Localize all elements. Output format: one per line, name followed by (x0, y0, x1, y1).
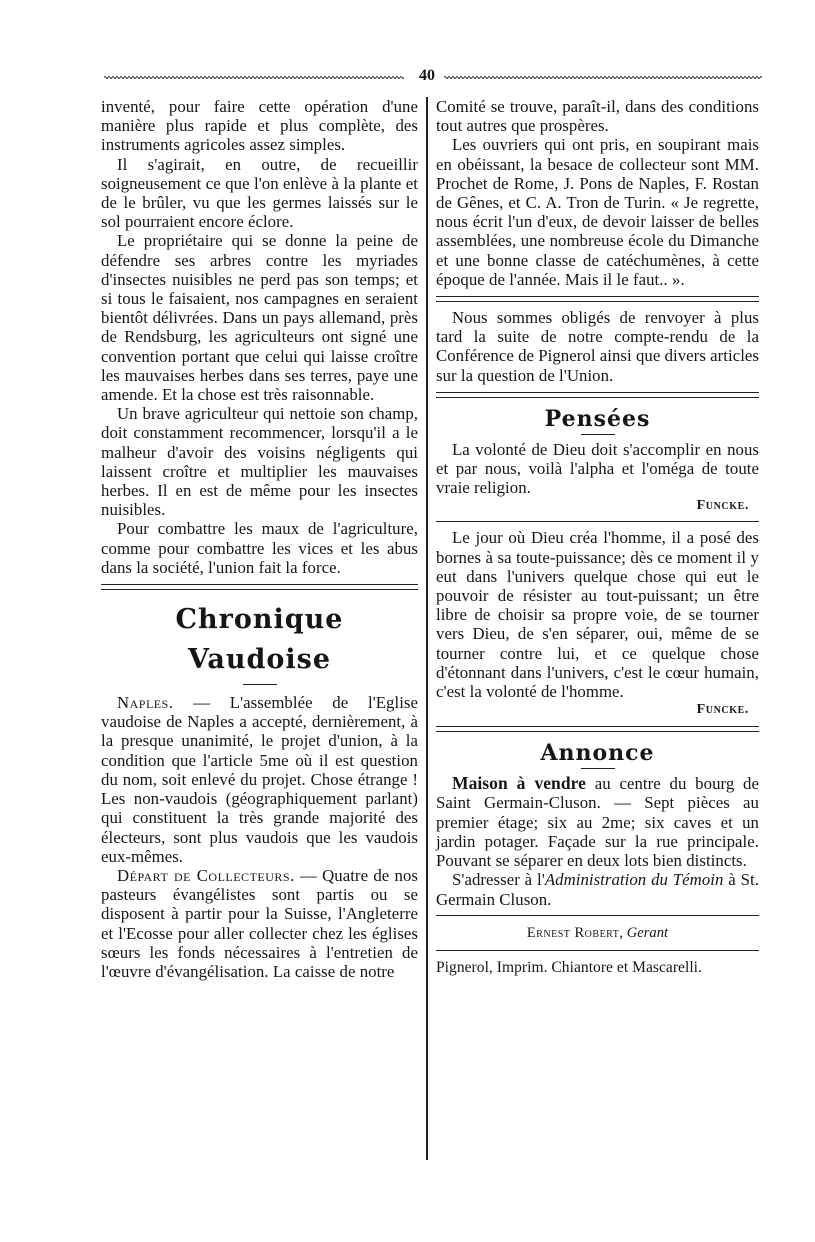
paragraph: Un brave agriculteur qui nettoie son champ, doit constamment recommencer, lorsqu'il a le malheur d'avoir des voisins négligents qui laissent croître et multiplier les mauvaises herbes. Il en est de même pour les insectes nuisibles. (101, 404, 418, 520)
thought-paragraph: La volonté de Dieu doit s'accomplir en nous et par nous, voilà l'alpha et l'oméga de toute vraie religion. (436, 439, 759, 498)
contact-name: Administration du Témoin (544, 870, 724, 890)
paragraph: Il s'agirait, en outre, de recueillir soigneusement ce que l'on enlève à la plante et de le brûler, vu que les germes laissés sur le sol pourraient encore éclore. (101, 154, 418, 232)
section-divider (436, 296, 759, 302)
gerant-name: Ernest Robert (526, 924, 620, 941)
thought-paragraph: Le jour où Dieu créa l'homme, il a posé des bornes à sa toute-puissance; dès ce moment il y eut dans l'univers quelque chose qui eut le pouvoir de résister au tout-puissant; un être libre de choisir sa propre voie, de se tourner vers Dieu, de s'en séparer, oui, même de se tourner contre lui, et ce quelque chose d'étonnant dans l'univers, c'est le cœur humain, c'est la volonté de l'homme. (436, 528, 759, 702)
contact-prefix: S'adresser à l' (452, 870, 545, 890)
chronique-title: Chronique Vaudoise (175, 604, 344, 676)
annonce-title: Annonce (540, 740, 655, 767)
author-signature: Funcke. (696, 498, 749, 514)
annonce-paragraph (436, 774, 759, 870)
imprint-line: Pignerol, Imprim. Chiantore et Mascarelli. (436, 958, 702, 976)
gerant-sep: , (619, 924, 627, 941)
naples-paragraph (101, 693, 418, 866)
section-divider (436, 392, 759, 398)
depart-paragraph (101, 866, 418, 981)
footer-divider (436, 915, 759, 916)
paragraph: Les ouvriers qui ont pris, en soupirant mais en obéissant, la besace de collecteur sont MM. Prochet de Rome, J. Pons de Naples, F. Rostan de Gênes, et C. A. Tron de Turin. « Je regrette, nous écrit l'un d'eux, de devoir laisser de belles assemblées, une nombreuse école du Dimanche et une bonne classe de catéchumènes, à cette époque de l'année. Mais il le faut.. ». (436, 135, 759, 289)
thought-divider (436, 521, 759, 522)
section-divider (436, 726, 759, 732)
depart-label: Départ de Collecteurs. (117, 865, 295, 885)
header-ornament-left (104, 75, 404, 80)
left-column (101, 97, 418, 1172)
gerant-title: Gerant (626, 924, 669, 941)
gerant-line (436, 922, 759, 944)
contact-suffix: à St. Germain Cluson. (436, 870, 759, 909)
title-rule (581, 768, 615, 769)
notice-paragraph: Nous sommes obligés de renvoyer à plus tard la suite de notre compte-rendu de la Conférence de Pignerol ainsi que divers articles sur la question de l'Union. (436, 308, 759, 385)
title-rule (581, 434, 615, 435)
annonce-text: au centre du bourg de Saint Germain-Cluson. — Sept pièces au premier étage; six au 2me; six caves et un jardin potager. Façade sur la rue principale. Pouvant se séparer en deux lots bien distincts. (436, 774, 760, 871)
author-signature: Funcke. (696, 702, 749, 718)
annonce-lead: Maison à vendre (452, 773, 586, 794)
footer-divider (436, 950, 759, 951)
paragraph: Le propriétaire qui se donne la peine de défendre ses arbres contre les myriades d'insectes nuisibles ne perd pas son temps; et si tous le faisaient, nos campagnes en seraient bientôt délivrées. Dans un pays allemand, près de Rendsburg, les agriculteurs ont signé une convention portant que celui qui laisse croître les mauvaises herbes dans ses terres, paye une amende. Et la chose est très raisonnable. (101, 231, 418, 405)
header-ornament-right (444, 75, 762, 80)
section-divider (101, 584, 418, 590)
title-rule (243, 684, 277, 685)
pensees-title: Pensées (544, 405, 651, 432)
page-number: 40 (419, 67, 435, 84)
annonce-contact (436, 870, 759, 908)
depart-text: — Quatre de nos pasteurs évangélistes sont partis ou se disposent à partir pour la Suisse, l'Angleterre et l'Ecosse pour aller collecter chez les églises sœurs les fonds nécessaires à l'entretien de l'œuvre d'évangélisation. La caisse de notre (101, 865, 418, 981)
naples-label: Naples. (117, 693, 174, 713)
paragraph: Comité se trouve, paraît-il, dans des conditions tout autres que prospères. (436, 97, 759, 136)
page-header (104, 66, 762, 90)
naples-text: — L'assemblée de l'Eglise vaudoise de Naples a accepté, dernièrement, à la presque unanimité, le projet d'union, à la condition que l'article 5me où il est question du nom, soit enlevé du projet. Chose étrange ! Les non-vaudois (géographiquement parlant) qui constituent la très grande majorité des électeurs, sont plus vaudois que les vaudois eux-mêmes. (101, 693, 418, 866)
column-divider (426, 97, 428, 1160)
right-column (436, 97, 759, 1172)
paragraph: Pour combattre les maux de l'agriculture, comme pour combattre les vices et les abus dans la société, l'union fait la force. (101, 519, 418, 577)
paragraph: inventé, pour faire cette opération d'une manière plus rapide et plus complète, des instruments agricoles assez simples. (101, 97, 418, 155)
